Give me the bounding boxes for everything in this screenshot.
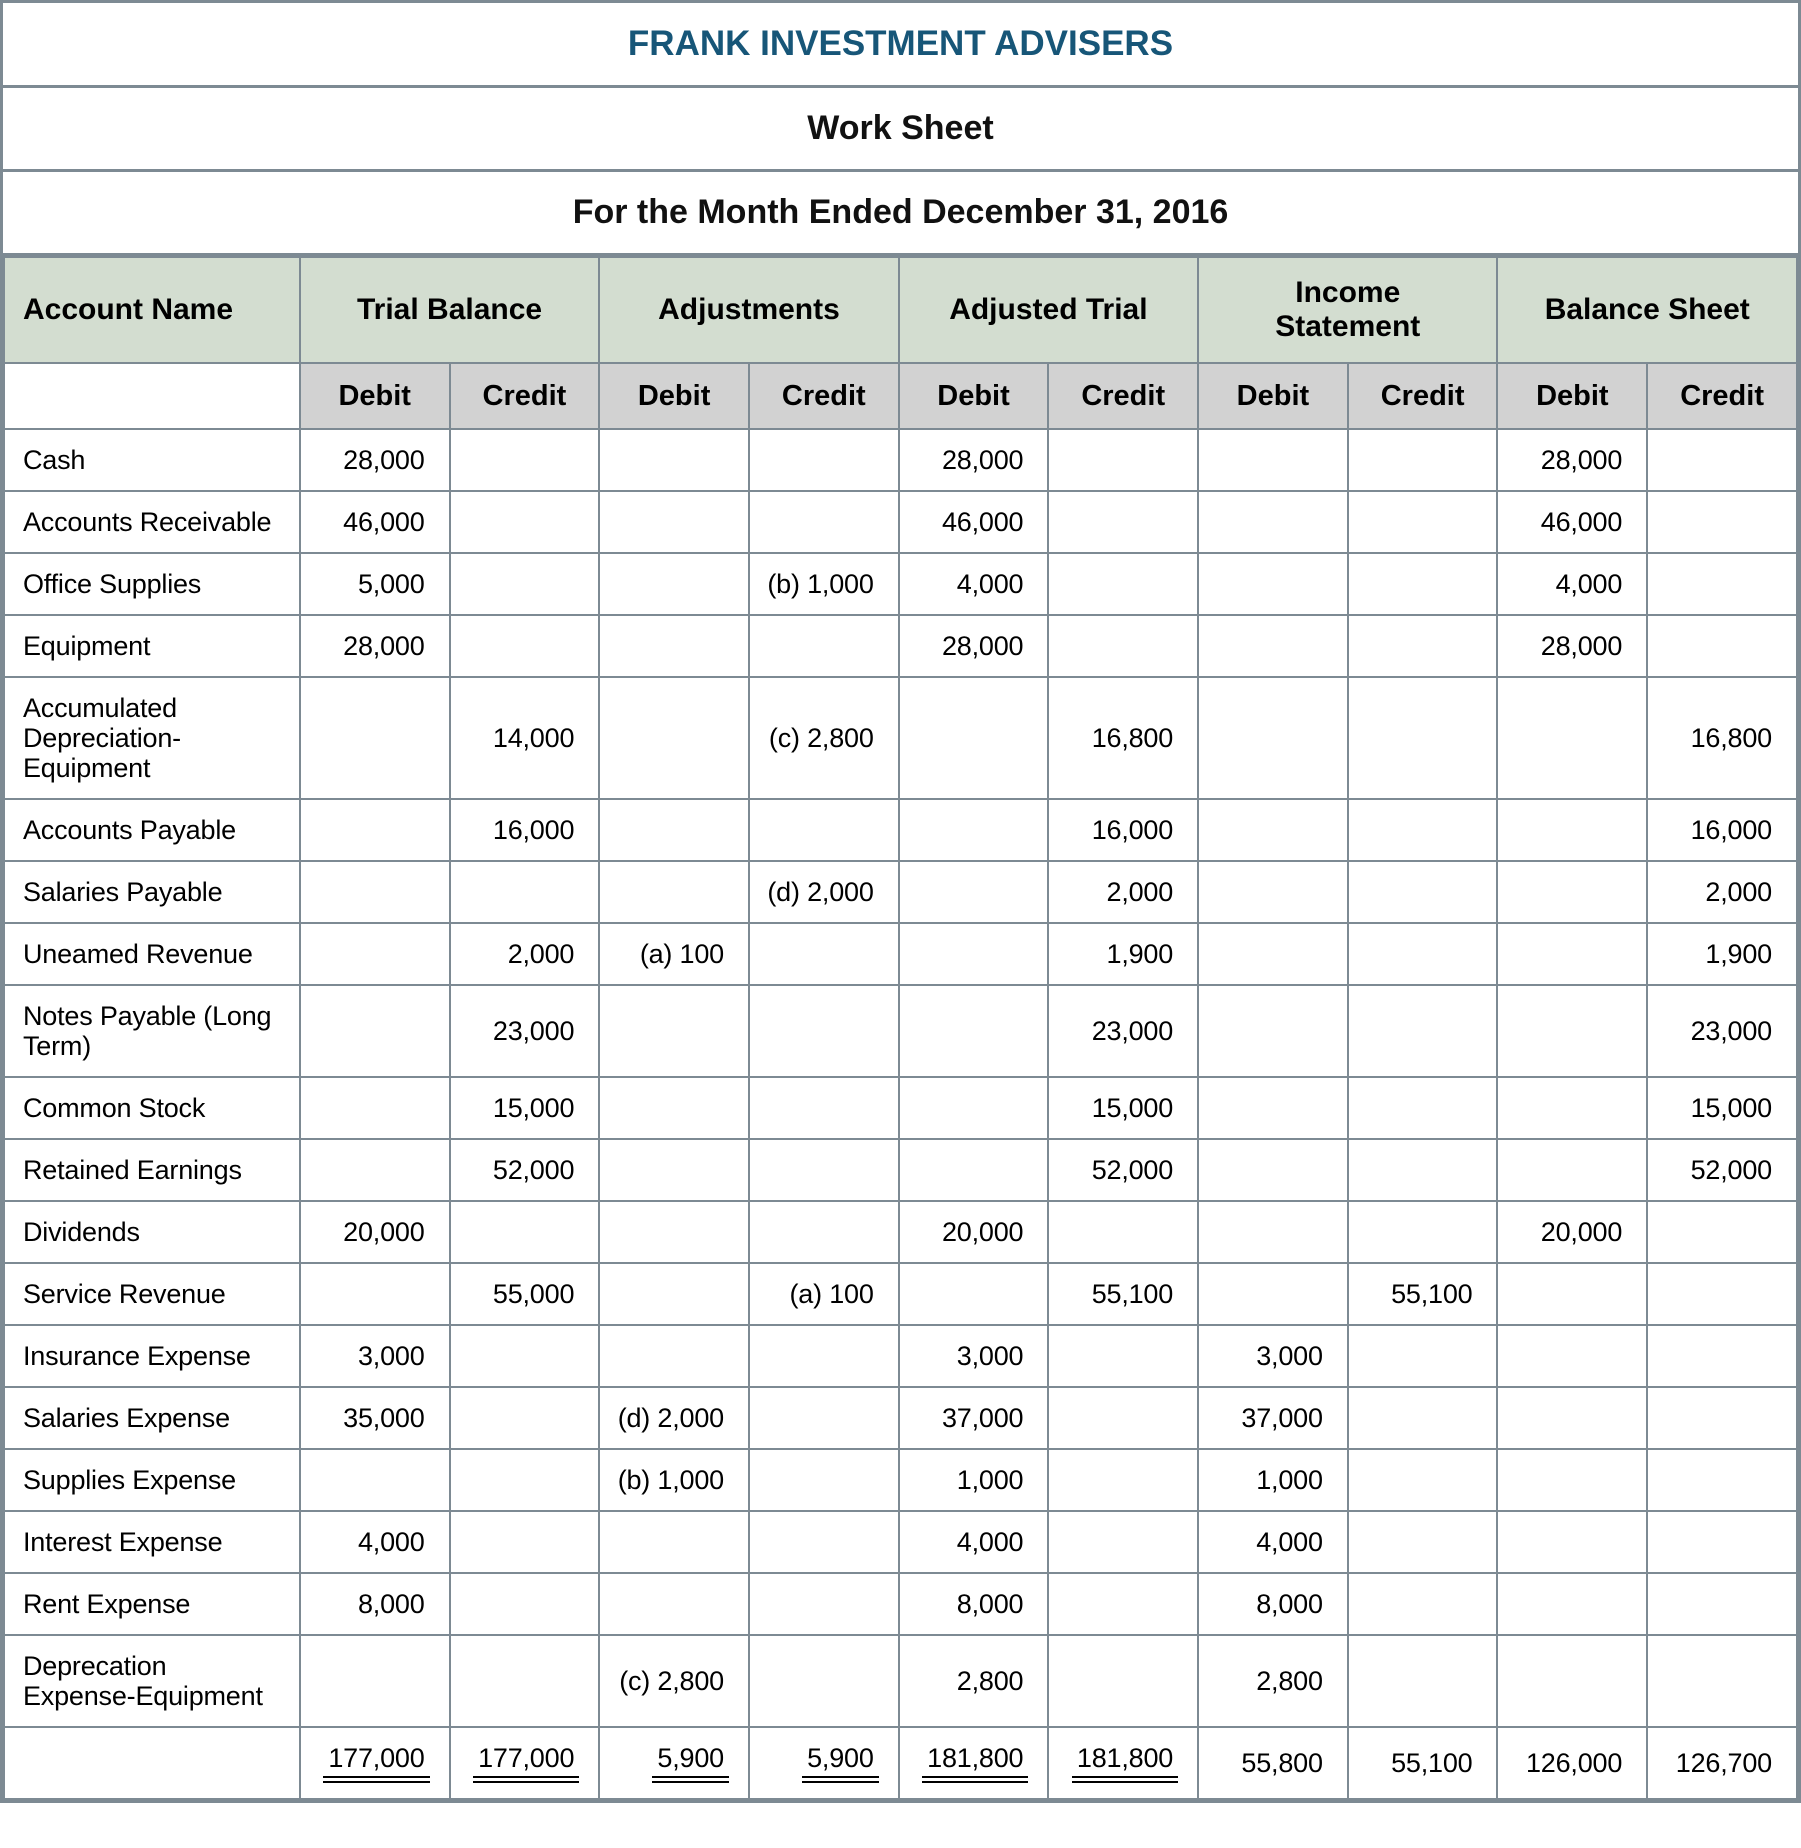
report-period: For the Month Ended December 31, 2016 bbox=[3, 172, 1798, 256]
amount-cell bbox=[749, 1635, 899, 1727]
account-name-cell: Equipment bbox=[4, 615, 300, 677]
amount-cell bbox=[599, 1325, 749, 1387]
amount-cell: 28,000 bbox=[1497, 429, 1647, 491]
amount-cell bbox=[1647, 491, 1797, 553]
total-cell: 55,100 bbox=[1348, 1727, 1498, 1799]
amount-cell bbox=[1048, 1387, 1198, 1449]
amount-cell bbox=[1497, 1449, 1647, 1511]
amount-cell bbox=[1198, 861, 1348, 923]
amount-cell: 55,100 bbox=[1348, 1263, 1498, 1325]
amount-cell bbox=[450, 429, 600, 491]
at-debit-header: Debit bbox=[899, 363, 1049, 429]
amount-cell: (c) 2,800 bbox=[749, 677, 899, 799]
amount-cell bbox=[450, 1387, 600, 1449]
amount-cell: 4,000 bbox=[899, 1511, 1049, 1573]
amount-cell bbox=[450, 1635, 600, 1727]
amount-cell bbox=[1497, 861, 1647, 923]
amount-cell: 37,000 bbox=[1198, 1387, 1348, 1449]
amount-cell bbox=[1048, 429, 1198, 491]
amount-cell bbox=[1198, 491, 1348, 553]
amount-cell bbox=[1497, 923, 1647, 985]
amount-cell bbox=[1647, 1387, 1797, 1449]
account-name-cell: Accounts Receivable bbox=[4, 491, 300, 553]
total-cell bbox=[749, 1727, 899, 1799]
amount-cell bbox=[1348, 1573, 1498, 1635]
adj-debit-header: Debit bbox=[599, 363, 749, 429]
table-row bbox=[4, 429, 1797, 491]
amount-cell bbox=[1647, 1263, 1797, 1325]
amount-cell bbox=[899, 861, 1049, 923]
amount-cell bbox=[300, 677, 450, 799]
amount-cell bbox=[1348, 615, 1498, 677]
amount-cell bbox=[300, 1449, 450, 1511]
amount-cell bbox=[1348, 861, 1498, 923]
amount-cell bbox=[899, 1263, 1049, 1325]
amount-cell: 16,000 bbox=[450, 799, 600, 861]
amount-cell: 46,000 bbox=[300, 491, 450, 553]
worksheet-table bbox=[3, 256, 1798, 1800]
amount-cell bbox=[599, 491, 749, 553]
amount-cell: 46,000 bbox=[899, 491, 1049, 553]
amount-cell: 8,000 bbox=[300, 1573, 450, 1635]
is-credit-header: Credit bbox=[1348, 363, 1498, 429]
group-header-row bbox=[4, 257, 1797, 363]
account-name-cell: Notes Payable (Long Term) bbox=[4, 985, 300, 1077]
table-row bbox=[4, 923, 1797, 985]
amount-cell: (a) 100 bbox=[599, 923, 749, 985]
amount-cell bbox=[450, 861, 600, 923]
table-row bbox=[4, 491, 1797, 553]
amount-cell bbox=[1348, 1077, 1498, 1139]
amount-cell bbox=[1198, 553, 1348, 615]
amount-cell bbox=[599, 615, 749, 677]
group-adjusted-trial: Adjusted Trial bbox=[899, 257, 1198, 363]
amount-cell bbox=[1348, 923, 1498, 985]
tb-credit-header: Credit bbox=[450, 363, 600, 429]
total-cell bbox=[450, 1727, 600, 1799]
group-balance-sheet: Balance Sheet bbox=[1497, 257, 1797, 363]
amount-cell: 28,000 bbox=[1497, 615, 1647, 677]
amount-cell bbox=[1048, 553, 1198, 615]
amount-cell: 20,000 bbox=[300, 1201, 450, 1263]
amount-cell: 4,000 bbox=[1497, 553, 1647, 615]
amount-cell bbox=[1348, 1139, 1498, 1201]
table-row bbox=[4, 1635, 1797, 1727]
amount-cell bbox=[749, 1325, 899, 1387]
amount-cell bbox=[599, 553, 749, 615]
amount-cell: 23,000 bbox=[1647, 985, 1797, 1077]
amount-cell bbox=[899, 923, 1049, 985]
amount-cell: 2,000 bbox=[450, 923, 600, 985]
totals-row bbox=[4, 1727, 1797, 1799]
amount-cell: 55,100 bbox=[1048, 1263, 1198, 1325]
amount-cell: 2,000 bbox=[1048, 861, 1198, 923]
account-name-cell: Supplies Expense bbox=[4, 1449, 300, 1511]
amount-cell: (b) 1,000 bbox=[749, 553, 899, 615]
table-row bbox=[4, 1201, 1797, 1263]
amount-cell: 14,000 bbox=[450, 677, 600, 799]
amount-cell bbox=[1048, 1449, 1198, 1511]
amount-cell bbox=[1647, 1635, 1797, 1727]
table-row bbox=[4, 1387, 1797, 1449]
amount-cell: 3,000 bbox=[1198, 1325, 1348, 1387]
amount-cell bbox=[599, 861, 749, 923]
amount-cell bbox=[1348, 677, 1498, 799]
amount-cell bbox=[450, 553, 600, 615]
amount-cell bbox=[1647, 1201, 1797, 1263]
amount-cell bbox=[1647, 1449, 1797, 1511]
amount-cell bbox=[300, 923, 450, 985]
amount-cell bbox=[749, 1201, 899, 1263]
amount-cell: 1,900 bbox=[1048, 923, 1198, 985]
account-name-cell: Insurance Expense bbox=[4, 1325, 300, 1387]
total-cell: 126,700 bbox=[1647, 1727, 1797, 1799]
amount-cell bbox=[450, 1201, 600, 1263]
amount-cell bbox=[300, 985, 450, 1077]
account-name-cell: Salaries Payable bbox=[4, 861, 300, 923]
amount-cell bbox=[599, 429, 749, 491]
amount-cell bbox=[1348, 985, 1498, 1077]
amount-cell bbox=[599, 677, 749, 799]
amount-cell bbox=[1497, 1511, 1647, 1573]
amount-cell bbox=[1048, 1511, 1198, 1573]
amount-cell bbox=[1048, 1201, 1198, 1263]
amount-cell: 16,000 bbox=[1048, 799, 1198, 861]
group-income-statement: Income Statement bbox=[1198, 257, 1497, 363]
table-row bbox=[4, 1325, 1797, 1387]
amount-cell bbox=[1048, 491, 1198, 553]
amount-cell bbox=[599, 799, 749, 861]
amount-cell: 28,000 bbox=[899, 429, 1049, 491]
table-row bbox=[4, 615, 1797, 677]
amount-cell bbox=[1647, 553, 1797, 615]
amount-cell: 23,000 bbox=[1048, 985, 1198, 1077]
group-adjustments: Adjustments bbox=[599, 257, 898, 363]
amount-cell: 15,000 bbox=[450, 1077, 600, 1139]
total-cell bbox=[599, 1727, 749, 1799]
amount-cell: 52,000 bbox=[1647, 1139, 1797, 1201]
account-name-cell: Cash bbox=[4, 429, 300, 491]
amount-cell bbox=[599, 1139, 749, 1201]
amount-cell: 8,000 bbox=[899, 1573, 1049, 1635]
amount-cell bbox=[1647, 429, 1797, 491]
amount-cell: (d) 2,000 bbox=[599, 1387, 749, 1449]
account-name-cell: Deprecation Expense-Equipment bbox=[4, 1635, 300, 1727]
amount-cell bbox=[1497, 677, 1647, 799]
account-name-cell: Salaries Expense bbox=[4, 1387, 300, 1449]
amount-cell bbox=[599, 1263, 749, 1325]
amount-cell bbox=[1497, 1635, 1647, 1727]
table-body bbox=[4, 429, 1797, 1727]
amount-cell bbox=[749, 799, 899, 861]
amount-cell: 1,900 bbox=[1647, 923, 1797, 985]
amount-cell bbox=[1497, 1139, 1647, 1201]
amount-cell bbox=[1348, 491, 1498, 553]
amount-cell bbox=[599, 1201, 749, 1263]
amount-cell bbox=[450, 1325, 600, 1387]
amount-cell bbox=[1348, 1201, 1498, 1263]
amount-cell: 15,000 bbox=[1647, 1077, 1797, 1139]
amount-cell bbox=[1497, 1077, 1647, 1139]
amount-cell: 20,000 bbox=[1497, 1201, 1647, 1263]
account-name-cell: Rent Expense bbox=[4, 1573, 300, 1635]
amount-cell bbox=[300, 861, 450, 923]
double-ruled-total: 181,800 bbox=[922, 1743, 1028, 1783]
table-row bbox=[4, 1077, 1797, 1139]
amount-cell bbox=[1497, 1387, 1647, 1449]
account-name-cell: Office Supplies bbox=[4, 553, 300, 615]
amount-cell bbox=[300, 1077, 450, 1139]
amount-cell bbox=[300, 1139, 450, 1201]
amount-cell bbox=[1048, 1635, 1198, 1727]
amount-cell bbox=[749, 1511, 899, 1573]
amount-cell bbox=[749, 1077, 899, 1139]
amount-cell bbox=[1198, 1263, 1348, 1325]
amount-cell bbox=[1348, 1387, 1498, 1449]
amount-cell bbox=[1647, 1325, 1797, 1387]
amount-cell bbox=[749, 491, 899, 553]
amount-cell bbox=[1348, 1511, 1498, 1573]
total-cell bbox=[300, 1727, 450, 1799]
amount-cell: (d) 2,000 bbox=[749, 861, 899, 923]
amount-cell bbox=[1497, 985, 1647, 1077]
amount-cell: 46,000 bbox=[1497, 491, 1647, 553]
account-name-cell: Retained Earnings bbox=[4, 1139, 300, 1201]
at-credit-header: Credit bbox=[1048, 363, 1198, 429]
amount-cell bbox=[899, 677, 1049, 799]
amount-cell: 35,000 bbox=[300, 1387, 450, 1449]
amount-cell: 2,800 bbox=[1198, 1635, 1348, 1727]
account-name-header: Account Name bbox=[4, 257, 300, 363]
amount-cell: 3,000 bbox=[899, 1325, 1049, 1387]
amount-cell bbox=[300, 1635, 450, 1727]
table-row bbox=[4, 861, 1797, 923]
amount-cell: 1,000 bbox=[899, 1449, 1049, 1511]
amount-cell bbox=[599, 1511, 749, 1573]
amount-cell bbox=[1497, 1325, 1647, 1387]
amount-cell bbox=[1497, 1573, 1647, 1635]
amount-cell bbox=[599, 1573, 749, 1635]
amount-cell: 2,000 bbox=[1647, 861, 1797, 923]
amount-cell bbox=[1198, 1201, 1348, 1263]
is-debit-header: Debit bbox=[1198, 363, 1348, 429]
double-ruled-total: 181,800 bbox=[1072, 1743, 1178, 1783]
amount-cell: (a) 100 bbox=[749, 1263, 899, 1325]
company-name: FRANK INVESTMENT ADVISERS bbox=[3, 3, 1798, 88]
double-ruled-total: 177,000 bbox=[323, 1743, 429, 1783]
amount-cell bbox=[749, 985, 899, 1077]
amount-cell bbox=[450, 1449, 600, 1511]
amount-cell: 20,000 bbox=[899, 1201, 1049, 1263]
total-cell bbox=[899, 1727, 1049, 1799]
table-row bbox=[4, 799, 1797, 861]
amount-cell bbox=[899, 799, 1049, 861]
total-cell: 55,800 bbox=[1198, 1727, 1348, 1799]
amount-cell bbox=[450, 1573, 600, 1635]
amount-cell bbox=[450, 491, 600, 553]
amount-cell: 28,000 bbox=[300, 429, 450, 491]
amount-cell: 3,000 bbox=[300, 1325, 450, 1387]
amount-cell bbox=[1048, 1325, 1198, 1387]
amount-cell bbox=[1198, 429, 1348, 491]
amount-cell: (c) 2,800 bbox=[599, 1635, 749, 1727]
amount-cell bbox=[1348, 1325, 1498, 1387]
table-row bbox=[4, 1573, 1797, 1635]
amount-cell bbox=[1048, 1573, 1198, 1635]
amount-cell bbox=[1198, 1077, 1348, 1139]
amount-cell: 52,000 bbox=[450, 1139, 600, 1201]
account-name-cell: Interest Expense bbox=[4, 1511, 300, 1573]
amount-cell bbox=[1198, 985, 1348, 1077]
totals-blank-cell bbox=[4, 1727, 300, 1799]
account-name-cell: Accumulated Depreciation-Equipment bbox=[4, 677, 300, 799]
amount-cell bbox=[749, 429, 899, 491]
amount-cell: 16,800 bbox=[1647, 677, 1797, 799]
amount-cell bbox=[1647, 1511, 1797, 1573]
debit-credit-header-row bbox=[4, 363, 1797, 429]
double-ruled-total: 5,900 bbox=[652, 1743, 729, 1783]
group-trial-balance: Trial Balance bbox=[300, 257, 599, 363]
amount-cell bbox=[749, 1387, 899, 1449]
amount-cell: 4,000 bbox=[899, 553, 1049, 615]
account-name-cell: Common Stock bbox=[4, 1077, 300, 1139]
amount-cell bbox=[1348, 1635, 1498, 1727]
amount-cell bbox=[1198, 677, 1348, 799]
total-cell: 126,000 bbox=[1497, 1727, 1647, 1799]
double-ruled-total: 5,900 bbox=[802, 1743, 879, 1783]
amount-cell: 28,000 bbox=[300, 615, 450, 677]
amount-cell bbox=[599, 1077, 749, 1139]
amount-cell bbox=[1348, 1449, 1498, 1511]
report-title: Work Sheet bbox=[3, 88, 1798, 172]
table-row bbox=[4, 1139, 1797, 1201]
amount-cell bbox=[749, 1573, 899, 1635]
table-row bbox=[4, 1263, 1797, 1325]
amount-cell bbox=[450, 615, 600, 677]
amount-cell: 16,800 bbox=[1048, 677, 1198, 799]
blank-header-cell bbox=[4, 363, 300, 429]
amount-cell: 2,800 bbox=[899, 1635, 1049, 1727]
amount-cell bbox=[450, 1511, 600, 1573]
amount-cell bbox=[1198, 615, 1348, 677]
table-row bbox=[4, 677, 1797, 799]
amount-cell: 4,000 bbox=[300, 1511, 450, 1573]
amount-cell bbox=[1348, 553, 1498, 615]
adj-credit-header: Credit bbox=[749, 363, 899, 429]
amount-cell bbox=[599, 985, 749, 1077]
double-ruled-total: 177,000 bbox=[473, 1743, 579, 1783]
amount-cell: 4,000 bbox=[1198, 1511, 1348, 1573]
amount-cell bbox=[300, 799, 450, 861]
amount-cell: 1,000 bbox=[1198, 1449, 1348, 1511]
amount-cell bbox=[1497, 1263, 1647, 1325]
amount-cell bbox=[1647, 1573, 1797, 1635]
amount-cell bbox=[1497, 799, 1647, 861]
amount-cell: 15,000 bbox=[1048, 1077, 1198, 1139]
table-row bbox=[4, 1511, 1797, 1573]
amount-cell: 55,000 bbox=[450, 1263, 600, 1325]
amount-cell bbox=[1647, 615, 1797, 677]
amount-cell bbox=[749, 615, 899, 677]
amount-cell bbox=[749, 1449, 899, 1511]
amount-cell bbox=[1198, 799, 1348, 861]
account-name-cell: Accounts Payable bbox=[4, 799, 300, 861]
account-name-cell: Service Revenue bbox=[4, 1263, 300, 1325]
amount-cell bbox=[1048, 615, 1198, 677]
amount-cell bbox=[1198, 1139, 1348, 1201]
amount-cell: 16,000 bbox=[1647, 799, 1797, 861]
bs-credit-header: Credit bbox=[1647, 363, 1797, 429]
amount-cell: 37,000 bbox=[899, 1387, 1049, 1449]
table-row bbox=[4, 1449, 1797, 1511]
account-name-cell: Uneamed Revenue bbox=[4, 923, 300, 985]
account-name-cell: Dividends bbox=[4, 1201, 300, 1263]
amount-cell bbox=[1198, 923, 1348, 985]
amount-cell bbox=[300, 1263, 450, 1325]
amount-cell bbox=[1348, 429, 1498, 491]
amount-cell bbox=[749, 923, 899, 985]
amount-cell bbox=[899, 985, 1049, 1077]
amount-cell: 28,000 bbox=[899, 615, 1049, 677]
table-row bbox=[4, 553, 1797, 615]
amount-cell bbox=[899, 1077, 1049, 1139]
amount-cell bbox=[749, 1139, 899, 1201]
tb-debit-header: Debit bbox=[300, 363, 450, 429]
amount-cell: 52,000 bbox=[1048, 1139, 1198, 1201]
bs-debit-header: Debit bbox=[1497, 363, 1647, 429]
amount-cell bbox=[1348, 799, 1498, 861]
total-cell bbox=[1048, 1727, 1198, 1799]
table-row bbox=[4, 985, 1797, 1077]
amount-cell: (b) 1,000 bbox=[599, 1449, 749, 1511]
amount-cell: 8,000 bbox=[1198, 1573, 1348, 1635]
amount-cell: 5,000 bbox=[300, 553, 450, 615]
amount-cell bbox=[899, 1139, 1049, 1201]
amount-cell: 23,000 bbox=[450, 985, 600, 1077]
